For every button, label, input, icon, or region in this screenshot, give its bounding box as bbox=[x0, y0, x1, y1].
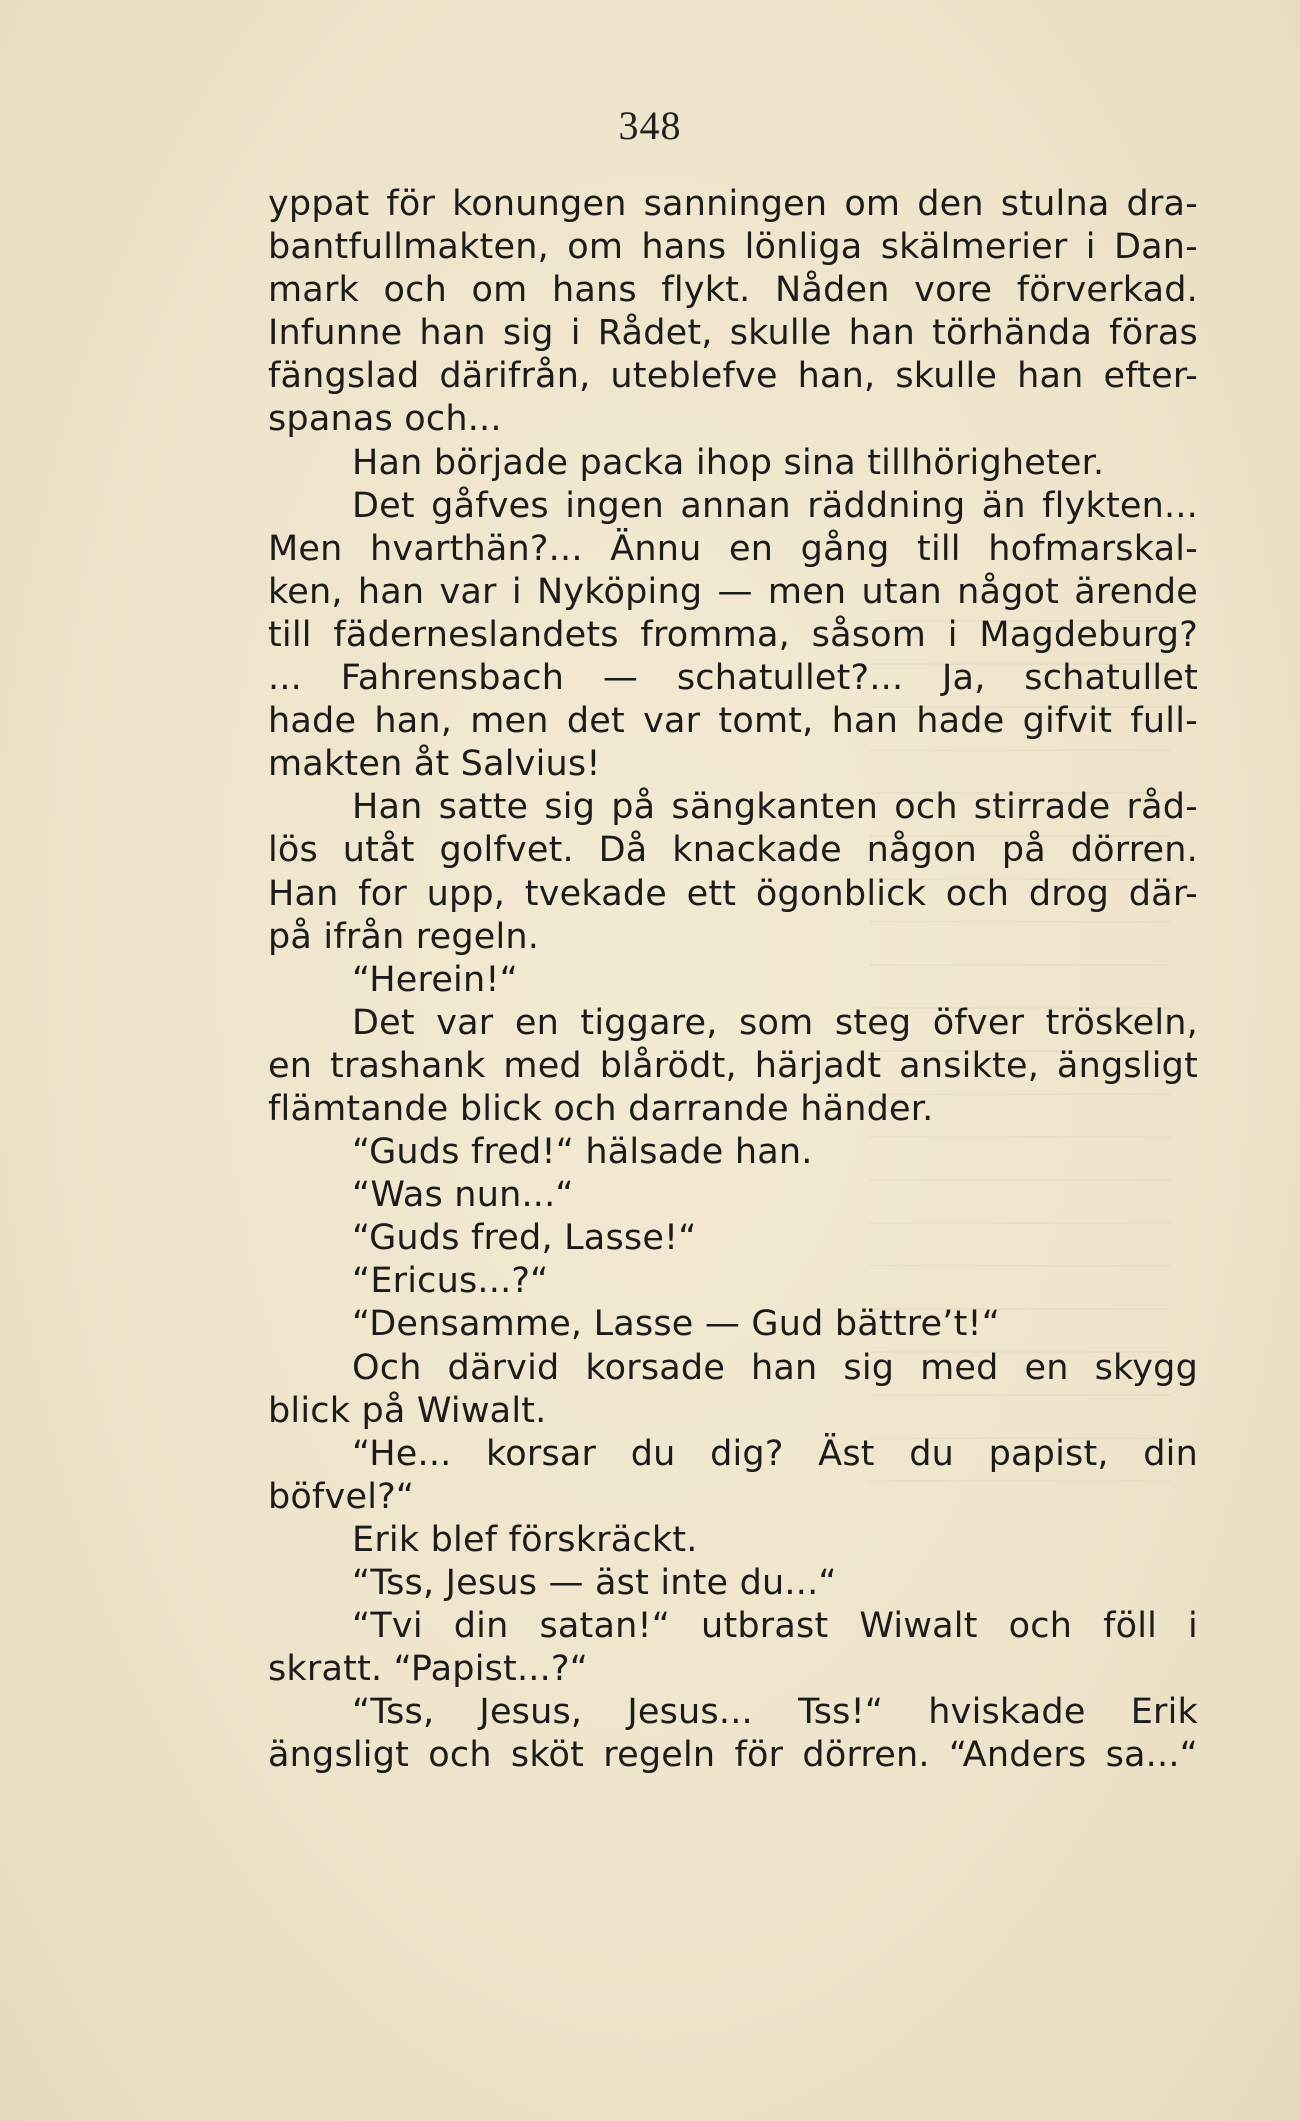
text-line: bantfullmakten, om hans lönliga skälmerier i Dan- bbox=[268, 227, 1198, 268]
body-text bbox=[268, 183, 1198, 1777]
text-line: ängsligt och sköt regeln för dörren. “Anders sa...“ bbox=[268, 1735, 1198, 1776]
text-line: lös utåt golfvet. Då knackade någon på dörren. bbox=[268, 830, 1198, 871]
text-line: ken, han var i Nyköping — men utan något ärende bbox=[268, 571, 1198, 612]
text-line: Det var en tiggare, som steg öfver tröskeln, bbox=[352, 1002, 1198, 1043]
text-line: “Herein!“ bbox=[352, 959, 518, 1000]
text-line: makten åt Salvius! bbox=[268, 744, 601, 785]
text-line: Han började packa ihop sina tillhörigheter. bbox=[352, 442, 1105, 483]
text-line: Han satte sig på sängkanten och stirrade råd- bbox=[352, 787, 1198, 828]
text-line: Han for upp, tvekade ett ögonblick och drog där- bbox=[268, 873, 1198, 914]
text-line: “Tvi din satan!“ utbrast Wiwalt och föll i bbox=[352, 1606, 1198, 1647]
text-line: Och därvid korsade han sig med en skygg bbox=[352, 1347, 1198, 1388]
text-line: på ifrån regeln. bbox=[268, 916, 540, 957]
text-line: hade han, men det var tomt, han hade gifvit full- bbox=[268, 701, 1198, 742]
text-line: blick på Wiwalt. bbox=[268, 1390, 547, 1431]
text-line: “Guds fred, Lasse!“ bbox=[352, 1218, 697, 1259]
text-line: “Guds fred!“ hälsade han. bbox=[352, 1132, 813, 1173]
text-line: flämtande blick och darrande händer. bbox=[268, 1088, 934, 1129]
text-line: Erik blef förskräckt. bbox=[352, 1519, 698, 1560]
text-line: mark och om hans flykt. Nåden vore förverkad. bbox=[268, 270, 1198, 311]
text-line: “Densamme, Lasse — Gud bättre’t!“ bbox=[352, 1304, 1001, 1345]
text-line: “Tss, Jesus — äst inte du...“ bbox=[352, 1563, 837, 1603]
text-line: spanas och... bbox=[268, 399, 502, 440]
text-line: böfvel?“ bbox=[268, 1476, 415, 1517]
text-line: ... Fahrensbach — schatullet?... Ja, schatullet bbox=[268, 658, 1198, 699]
text-line: “Tss, Jesus, Jesus... Tss!“ hviskade Erik bbox=[352, 1692, 1198, 1733]
page-number: 348 bbox=[618, 103, 682, 148]
text-line: till fäderneslandets fromma, såsom i Magdeburg? bbox=[268, 614, 1198, 655]
text-line: Infunne han sig i Rådet, skulle han törhända föras bbox=[268, 313, 1198, 354]
text-line: yppat för konungen sanningen om den stulna dra- bbox=[268, 184, 1198, 224]
text-line: Men hvarthän?... Ännu en gång till hofmarskal- bbox=[268, 528, 1198, 569]
text-line: skratt. “Papist...?“ bbox=[268, 1649, 589, 1690]
text-line: “He... korsar du dig? Äst du papist, din bbox=[352, 1433, 1198, 1474]
text-line: Det gåfves ingen annan räddning än flykten... bbox=[352, 485, 1198, 526]
text-line: “Ericus...?“ bbox=[352, 1261, 549, 1302]
text-line: “Was nun...“ bbox=[352, 1175, 574, 1216]
text-line: fängslad därifrån, uteblefve han, skulle han efter- bbox=[268, 356, 1198, 397]
text-line: en trashank med blårödt, härjadt ansikte, ängsligt bbox=[268, 1045, 1198, 1086]
